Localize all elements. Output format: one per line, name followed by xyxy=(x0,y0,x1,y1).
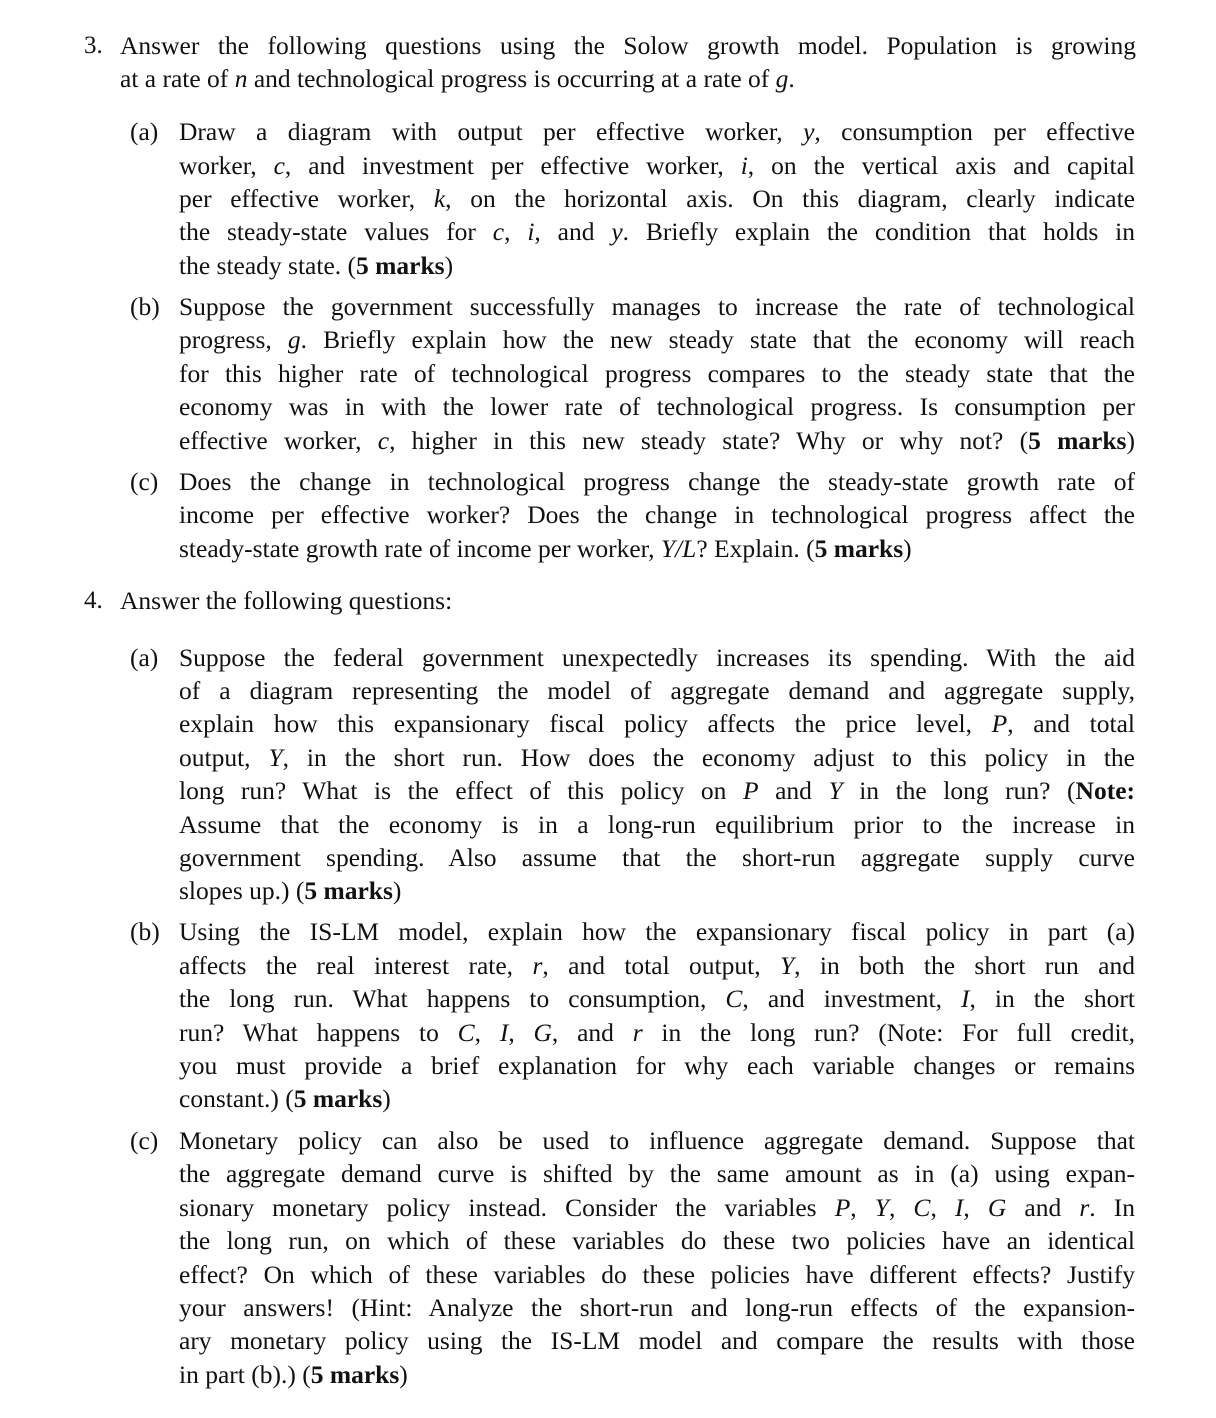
math-variable: G xyxy=(987,1193,1007,1222)
part-text-line: ary monetary policy using the IS-LM model and compare the results with those xyxy=(179,1326,1135,1355)
part-text-line: Suppose the government successfully manages to increase the rate of technological xyxy=(179,292,1135,321)
bold-text: 5 marks xyxy=(356,251,445,280)
part-text-line: affects the real interest rate, r, and total output, Y, in both the short run and xyxy=(179,951,1135,980)
math-variable: g xyxy=(775,64,789,93)
question-number: 3. xyxy=(84,32,103,59)
part-text-line: Assume that the economy is in a long-run equilibrium prior to the increase in xyxy=(179,810,1135,839)
question-number: 4. xyxy=(84,587,103,614)
part-text-line: economy was in with the lower rate of technological progress. Is consumption per xyxy=(179,392,1135,421)
math-variable: n xyxy=(234,64,248,93)
math-variable: P xyxy=(991,709,1008,738)
part-text-line: long run? What is the effect of this policy on P and Y in the long run? (Note: xyxy=(179,776,1136,805)
question-text-line: Answer the following questions: xyxy=(120,586,453,615)
part-label: (a) xyxy=(130,643,159,672)
part-label: (a) xyxy=(130,117,159,146)
part-text-line: steady-state growth rate of income per worker, Y/L? Explain. (5 marks) xyxy=(179,534,912,563)
math-variable: c xyxy=(492,217,505,246)
part-label: (b) xyxy=(130,292,160,321)
math-variable: C xyxy=(457,1018,475,1047)
math-variable: I xyxy=(954,1193,964,1222)
math-variable: y xyxy=(611,217,623,246)
math-variable: C xyxy=(725,984,743,1013)
question-text-line: at a rate of n and technological progress is occurring at a rate of g. xyxy=(120,64,795,93)
math-variable: I xyxy=(499,1018,509,1047)
part-text-line: in part (b).) (5 marks) xyxy=(179,1360,408,1389)
part-text-line: Suppose the federal government unexpectedly increases its spending. With the aid xyxy=(179,643,1135,672)
part-text-line: progress, g. Briefly explain how the new steady state that the economy will reach xyxy=(179,325,1135,354)
part-label: (b) xyxy=(130,917,160,946)
math-variable: r xyxy=(1079,1193,1090,1222)
part-text-line: sionary monetary policy instead. Consider the variables P, Y, C, I, G and r. In xyxy=(179,1193,1136,1222)
math-variable: Y xyxy=(828,776,843,805)
part-text-line: slopes up.) (5 marks) xyxy=(179,876,402,905)
bold-text: 5 marks xyxy=(304,876,393,905)
part-text-line: income per effective worker? Does the change in technological progress affect the xyxy=(179,500,1135,529)
part-text-line: constant.) (5 marks) xyxy=(179,1084,391,1113)
part-text-line: the steady state. (5 marks) xyxy=(179,251,454,280)
math-variable: Y xyxy=(874,1193,889,1222)
part-text-line: the long run. What happens to consumption, C, and investment, I, in the short xyxy=(179,984,1135,1013)
part-text-line: explain how this expansionary fiscal policy affects the price level, P, and total xyxy=(179,709,1136,738)
bold-text: 5 marks xyxy=(1028,426,1127,455)
bold-text: 5 marks xyxy=(310,1360,400,1389)
part-label: (c) xyxy=(130,1126,159,1155)
bold-text: 5 marks xyxy=(814,534,904,563)
question-text-line: Answer the following questions using the Solow growth model. Population is growing xyxy=(120,31,1136,60)
part-text-line: the aggregate demand curve is shifted by the same amount as in (a) using expan- xyxy=(179,1159,1135,1188)
math-variable: Y xyxy=(268,743,283,772)
part-text-line: Draw a diagram with output per effective worker, y, consumption per effective xyxy=(179,117,1135,146)
math-variable: y xyxy=(803,117,815,146)
part-text-line: output, Y, in the short run. How does the economy adjust to this policy in the xyxy=(179,743,1135,772)
part-text-line: the long run, on which of these variables do these two policies have an identical xyxy=(179,1226,1135,1255)
part-text-line: government spending. Also assume that the short-run aggregate supply curve xyxy=(179,843,1135,872)
math-variable: Y xyxy=(779,951,795,980)
part-text-line: effective worker, c, higher in this new steady state? Why or why not? (5 marks) xyxy=(179,426,1135,455)
math-variable: C xyxy=(913,1193,931,1222)
part-text-line: per effective worker, k, on the horizontal axis. On this diagram, clearly indicate xyxy=(179,184,1135,213)
part-text-line: your answers! (Hint: Analyze the short-run and long-run effects of the expansion- xyxy=(179,1293,1135,1322)
part-text-line: the steady-state values for c, i, and y. Briefly explain the condition that holds in xyxy=(179,217,1136,246)
math-variable: i xyxy=(527,217,535,246)
part-text-line: run? What happens to C, I, G, and r in the long run? (Note: For full credit, xyxy=(179,1018,1136,1047)
math-variable: i xyxy=(740,151,748,180)
math-variable: P xyxy=(742,776,759,805)
part-text-line: of a diagram representing the model of aggregate demand and aggregate supply, xyxy=(179,676,1135,705)
part-text-line: you must provide a brief explanation for why each variable changes or remains xyxy=(179,1051,1135,1080)
math-variable: c xyxy=(273,151,285,180)
part-text-line: Does the change in technological progress change the steady-state growth rate of xyxy=(179,467,1135,496)
bold-text: 5 marks xyxy=(293,1084,383,1113)
math-variable: r xyxy=(532,951,543,980)
math-variable: c xyxy=(377,426,390,455)
part-text-line: for this higher rate of technological progress compares to the steady state that the xyxy=(179,359,1135,388)
part-text-line: Using the IS-LM model, explain how the expansionary fiscal policy in part (a) xyxy=(179,917,1135,946)
math-variable: Y/L xyxy=(660,534,697,563)
part-text-line: worker, c, and investment per effective worker, i, on the vertical axis and capital xyxy=(179,151,1135,180)
math-variable: r xyxy=(632,1018,643,1047)
math-variable: P xyxy=(834,1193,851,1222)
math-variable: g xyxy=(287,325,301,354)
part-text-line: Monetary policy can also be used to influence aggregate demand. Suppose that xyxy=(179,1126,1135,1155)
math-variable: k xyxy=(433,184,446,213)
bold-text: Note: xyxy=(1075,776,1136,805)
part-label: (c) xyxy=(130,467,159,496)
math-variable: I xyxy=(961,984,970,1013)
math-variable: G xyxy=(533,1018,552,1047)
part-text-line: effect? On which of these variables do these policies have different effects? Justify xyxy=(179,1260,1135,1289)
